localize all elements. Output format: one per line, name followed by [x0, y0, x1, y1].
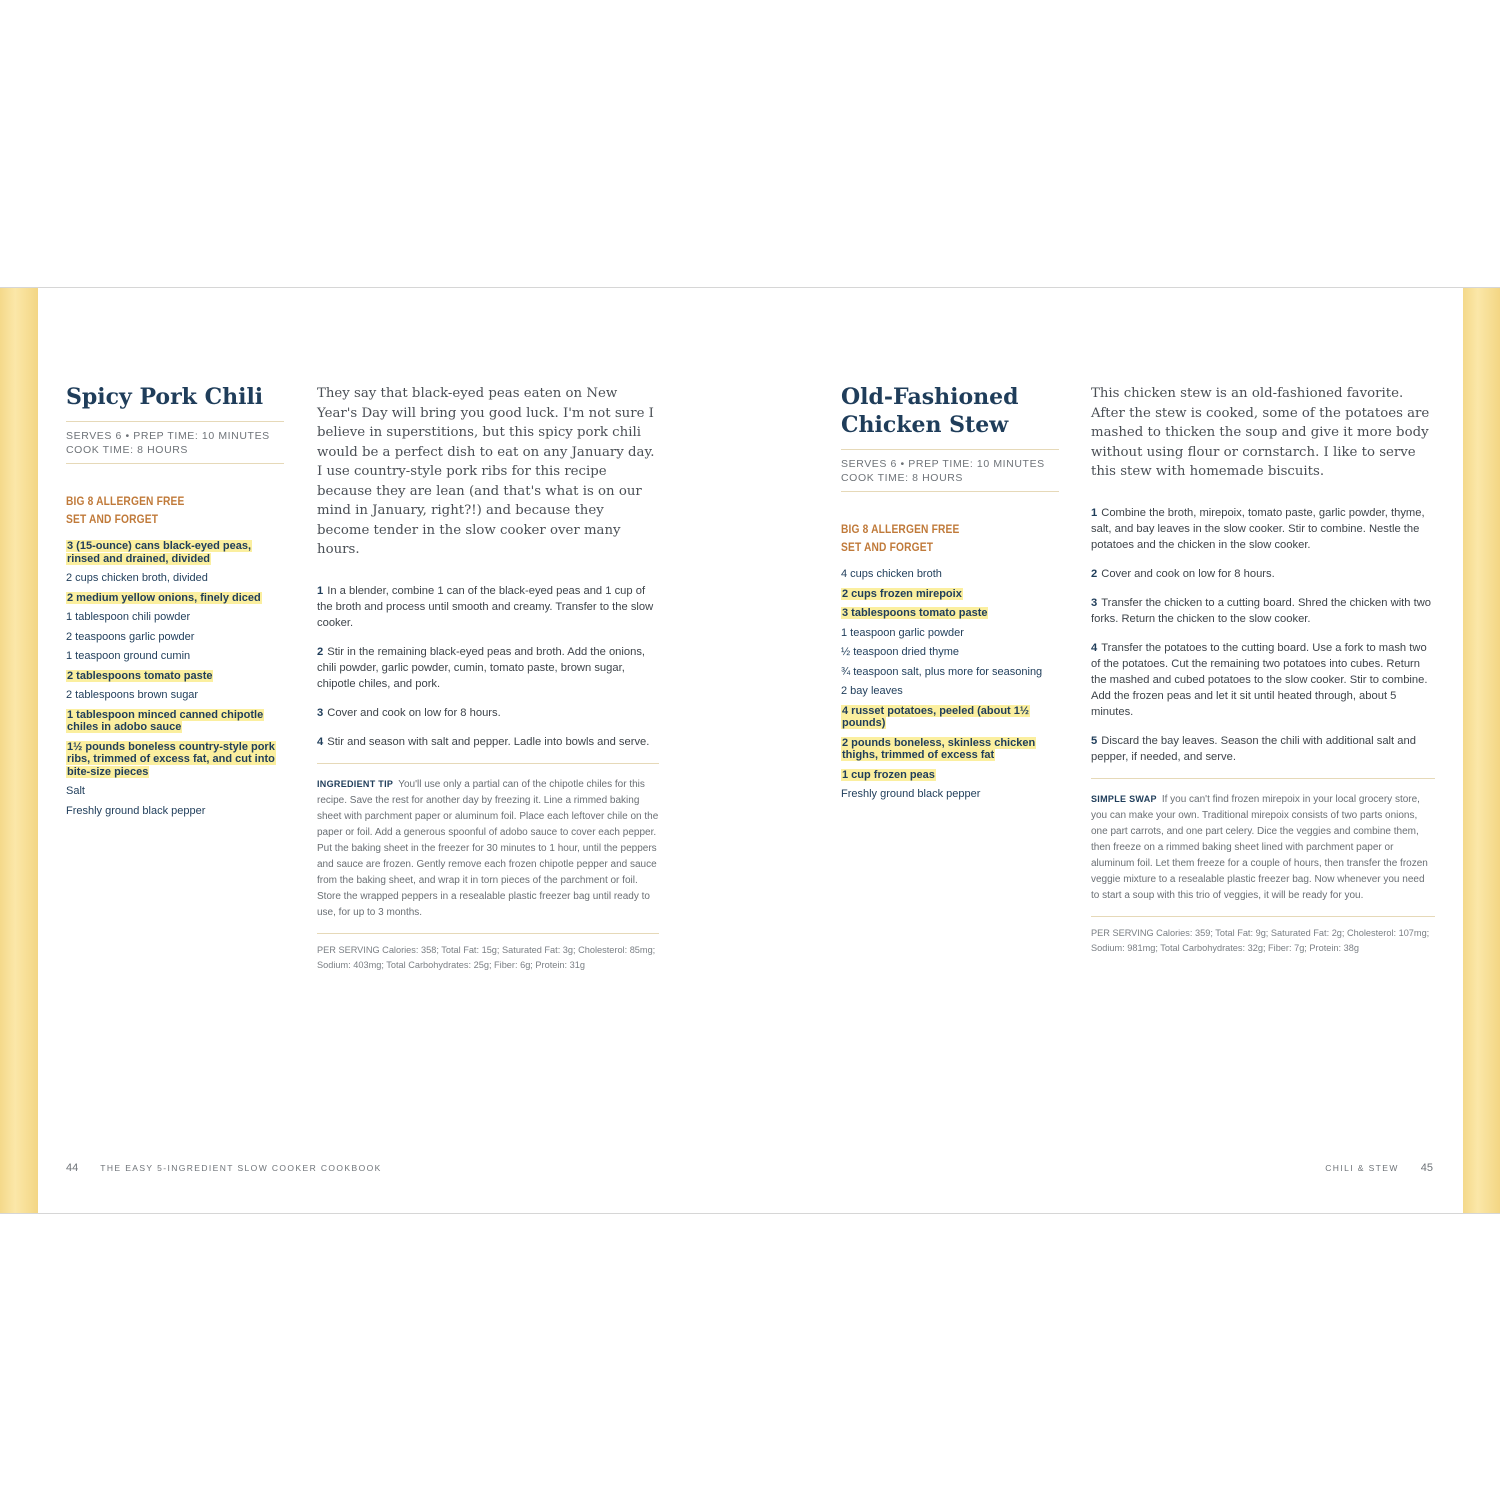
ingredient-item: Freshly ground black pepper — [66, 804, 206, 817]
left-recipe-sidebar — [66, 383, 284, 824]
recipe-step — [1091, 566, 1435, 582]
ingredient-item: ½ teaspoon dried thyme — [841, 646, 960, 658]
divider — [66, 421, 284, 422]
step-number: 1 — [1091, 506, 1098, 519]
ingredient-item: 3 tablespoons tomato paste — [842, 607, 988, 619]
step-text: Cover and cook on low for 8 hours. — [327, 706, 501, 719]
nutrition-info: PER SERVING Calories: 358; Total Fat: 15g; Saturated Fat: 3g; Cholesterol: 85mg; Sodium: 403mg; Total Carbohydrates: 25g; Fiber: 6g; Protein: 31g — [317, 944, 656, 970]
ingredient-item: 1 tablespoon chili powder — [66, 611, 191, 623]
ingredient-item: 1 teaspoon ground cumin — [66, 650, 191, 662]
running-head: THE EASY 5-INGREDIENT SLOW COOKER COOKBOOK — [100, 1163, 382, 1173]
ingredient-item: Freshly ground black pepper — [841, 788, 981, 800]
book-spread — [0, 287, 1500, 1214]
step-number: 4 — [1091, 641, 1098, 654]
recipe-meta: SERVES 6 • PREP TIME: 10 MINUTES COOK TIME: 8 HOURS — [66, 430, 270, 456]
ingredient-item: 1 tablespoon minced canned chipotle chiles in adobo sauce — [67, 708, 264, 733]
recipe-step — [1091, 505, 1435, 553]
divider — [66, 463, 284, 464]
page-number: 44 — [66, 1162, 79, 1174]
recipe-step — [317, 583, 659, 631]
right-folio — [1303, 1162, 1433, 1174]
ingredient-item: 3 (15-ounce) cans black-eyed peas, rinsed and drained, divided — [67, 540, 252, 565]
divider — [1091, 778, 1435, 779]
ingredient-item: 1½ pounds boneless country-style pork ribs, trimmed of excess fat, and cut into bite-size pieces — [67, 740, 275, 778]
divider — [1091, 916, 1435, 917]
divider — [841, 449, 1059, 450]
step-number: 5 — [1091, 734, 1098, 747]
step-number: 1 — [317, 584, 324, 597]
divider — [317, 763, 659, 764]
recipe-title: Spicy Pork Chili — [66, 384, 264, 410]
ingredient-item: 2 teaspoons garlic powder — [66, 630, 195, 643]
right-page-edge — [1463, 288, 1500, 1213]
left-recipe-method — [317, 384, 659, 973]
ingredient-item: 2 pounds boneless, skinless chicken thighs, trimmed of excess fat — [842, 736, 1036, 761]
label-allergen: BIG 8 ALLERGEN FREE — [841, 522, 960, 536]
step-text: Stir and season with salt and pepper. Ladle into bowls and serve. — [327, 735, 650, 748]
divider — [317, 933, 659, 934]
recipe-step — [1091, 595, 1435, 627]
ingredient-item: 2 cups frozen mirepoix — [842, 587, 962, 600]
tip-label: INGREDIENT TIP — [317, 778, 394, 789]
ingredient-item: ¾ teaspoon salt, plus more for seasoning — [841, 665, 1043, 678]
tip-label: SIMPLE SWAP — [1091, 793, 1157, 804]
tip-text: If you can't find frozen mirepoix in your local grocery store, you can make your own. Traditional mirepoix consists of two parts onions, one part carrots, and one part celery. Dice the veggies and combine them, then freeze on a rimmed baking sheet lined with parchment paper or aluminum foil. Let them freeze for a couple of hours, then transfer the frozen veggie mixture to a resealable plastic freezer bag. Now whenever you need to start a soup with this trio of veggies, it will be ready for you. — [1091, 793, 1428, 901]
step-number: 3 — [1091, 596, 1098, 609]
label-allergen: BIG 8 ALLERGEN FREE — [66, 494, 185, 508]
ingredient-item: 2 bay leaves — [841, 685, 903, 697]
recipe-intro: They say that black-eyed peas eaten on New Year's Day will bring you good luck. I'm not sure I believe in superstitions, but this spicy pork chili would be a perfect dish to eat on any January day. I use country-style pork ribs for this recipe because they are lean (and that's what is on our mind in January, right?!) and because they become tender in the slow cooker over many hours. — [317, 386, 655, 557]
label-set-and-forget: SET AND FORGET — [841, 540, 934, 554]
recipe-title: Old-Fashioned Chicken Stew — [841, 384, 1019, 438]
ingredient-item: 2 cups chicken broth, divided — [66, 572, 208, 584]
step-text: Combine the broth, mirepoix, tomato paste, garlic powder, thyme, salt, and bay leaves in the slow cooker. Stir to combine. Nestle the potatoes and the chicken in the slow cooker. — [1091, 506, 1425, 551]
ingredient-tip — [317, 776, 659, 921]
recipe-step — [1091, 733, 1435, 765]
step-number: 4 — [317, 735, 324, 748]
step-text: Cover and cook on low for 8 hours. — [1101, 567, 1275, 580]
step-text: In a blender, combine 1 can of the black-eyed peas and 1 cup of the broth and process until smooth and creamy. Transfer to the slow cooker. — [317, 584, 654, 629]
ingredient-item: 2 tablespoons tomato paste — [67, 669, 213, 682]
step-number: 3 — [317, 706, 324, 719]
recipe-meta: SERVES 6 • PREP TIME: 10 MINUTES COOK TIME: 8 HOURS — [841, 458, 1045, 484]
recipe-labels — [841, 520, 1026, 556]
step-text: Discard the bay leaves. Season the chili with additional salt and pepper, if needed, and serve. — [1091, 734, 1416, 763]
ingredient-list — [841, 568, 1059, 801]
nutrition-info: PER SERVING Calories: 359; Total Fat: 9g; Saturated Fat: 2g; Cholesterol: 107mg; Sodium: 981mg; Total Carbohydrates: 32g; Fiber: 7g; Protein: 38g — [1091, 927, 1430, 953]
left-page-edge — [0, 288, 38, 1213]
tip-text: You'll use only a partial can of the chipotle chiles for this recipe. Save the rest for another day by freezing it. Line a rimmed baking sheet with parchment paper or aluminum foil. Place each leftover chile on the paper or foil. Add a generous spoonful of adobo sauce to cover each pepper. Put the baking sheet in the freezer for 30 minutes to 1 hour, until the peppers and sauce are frozen. Gently remove each frozen chipotle pepper and sauce from the baking sheet, and wrap it in torn pieces of the parchment or foil. Store the wrapped peppers in a resealable plastic freezer bag until ready to use, for up to 3 months. — [317, 778, 659, 918]
ingredient-item: Salt — [66, 785, 85, 797]
divider — [841, 491, 1059, 492]
left-folio — [66, 1162, 404, 1174]
step-text: Stir in the remaining black-eyed peas and broth. Add the onions, chili powder, garlic powder, cumin, tomato paste, brown sugar, chipotle chiles, and pork. — [317, 645, 646, 690]
recipe-step — [317, 644, 659, 692]
recipe-step — [1091, 640, 1435, 720]
right-recipe-method — [1091, 384, 1435, 956]
step-text: Transfer the chicken to a cutting board. Shred the chicken with two forks. Return the chicken to the slow cooker. — [1091, 596, 1432, 625]
ingredient-item: 4 russet potatoes, peeled (about 1½ pounds) — [842, 704, 1030, 729]
page-number: 45 — [1420, 1162, 1433, 1174]
step-number: 2 — [317, 645, 324, 658]
step-number: 2 — [1091, 567, 1098, 580]
label-set-and-forget: SET AND FORGET — [66, 512, 159, 526]
step-list — [1091, 505, 1435, 765]
running-head: CHILI & STEW — [1325, 1163, 1399, 1173]
right-recipe-sidebar — [841, 383, 1059, 808]
recipe-intro: This chicken stew is an old-fashioned favorite. After the stew is cooked, some of the potatoes are mashed to thicken the soup and give it more body without using flour or cornstarch. I like to serve this stew with homemade biscuits. — [1091, 386, 1430, 479]
recipe-labels — [66, 492, 251, 528]
ingredient-item: 1 teaspoon garlic powder — [841, 626, 964, 639]
ingredient-item: 2 tablespoons brown sugar — [66, 689, 199, 701]
ingredient-item: 1 cup frozen peas — [842, 768, 935, 781]
ingredient-item: 4 cups chicken broth — [841, 568, 942, 580]
step-list — [317, 583, 659, 750]
ingredient-item: 2 medium yellow onions, finely diced — [67, 591, 261, 604]
step-text: Transfer the potatoes to the cutting board. Use a fork to mash two of the potatoes. Cut the remaining two potatoes into cubes. Return the mashed and cubed potatoes to the slow cooker. Stir to combine. Add the frozen peas and let it sit until heated through, about 5 minutes. — [1091, 641, 1428, 718]
ingredient-list — [66, 540, 284, 817]
recipe-step — [317, 734, 659, 750]
recipe-step — [317, 705, 659, 721]
simple-swap-tip — [1091, 791, 1435, 904]
